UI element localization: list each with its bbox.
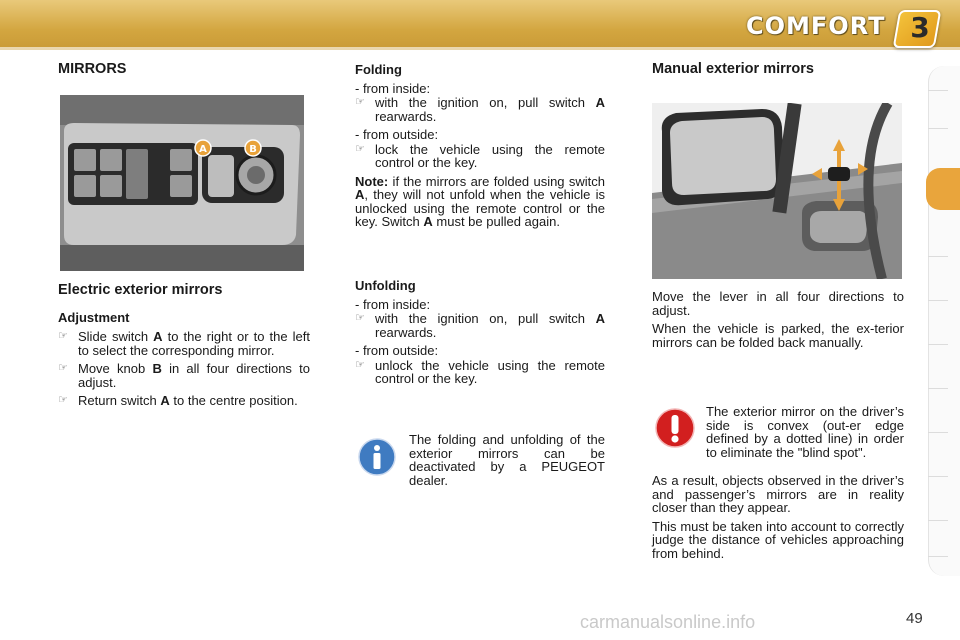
photo-label-a: A — [199, 144, 207, 155]
pointing-hand-icon: ☞ — [355, 142, 365, 155]
adjustment-step-3: ☞ Return switch A to the centre position. — [58, 393, 298, 408]
door-switch-photo — [60, 95, 304, 271]
info-icon — [358, 438, 396, 481]
pointing-hand-icon: ☞ — [355, 96, 365, 108]
warning-text-first: The exterior mirror on the driver’s side is convex (out-er edge defined by a dotted line) in order to eliminate the "blind spot". — [706, 404, 904, 460]
mirror-illustration — [652, 103, 902, 279]
manual-fold-text: When the vehicle is parked, the ex-terior mirrors can be folded back manually. — [652, 321, 904, 350]
pointing-hand-icon: ☞ — [58, 330, 68, 342]
chapter-tab-active[interactable] — [926, 168, 960, 210]
unfolding-inside-step: ☞ with the ignition on, pull switch A rearwards. — [355, 311, 605, 340]
manual-mirrors-title: Manual exterior mirrors — [652, 61, 814, 77]
folding-note: Note: if the mirrors are folded using switch A, they will not unfold when the vehicle is unlocked using the remote control or the key. Switch A must be pulled again. — [355, 173, 605, 229]
mirrors-heading-block — [58, 63, 308, 77]
door-panel-illustration — [60, 95, 304, 271]
electric-mirrors-title: Electric exterior mirrors — [58, 282, 223, 298]
manual-mirror-photo — [652, 103, 902, 279]
folding-from-outside: - from outside: — [355, 127, 439, 142]
unfolding-block — [355, 279, 605, 391]
chapter-number: 3 — [910, 11, 930, 44]
folding-block — [355, 63, 605, 234]
warning-text-closer: As a result, objects observed in the driver’s and passenger’s mirrors are in reality closer than they appear. — [652, 473, 904, 515]
tab-divider — [928, 90, 948, 91]
tab-divider — [928, 556, 948, 557]
unfolding-outside-step: ☞ unlock the vehicle using the remote control or the key. — [355, 357, 605, 386]
folding-title: Folding — [355, 62, 402, 77]
tab-divider — [928, 476, 948, 477]
tab-divider — [928, 388, 948, 389]
page-number: 49 — [906, 610, 923, 627]
warning-icon — [655, 408, 695, 453]
manual-mirrors-text — [652, 290, 904, 354]
folding-inside-step: ☞ with the ignition on, pull switch A rearwards. — [355, 95, 605, 124]
pointing-hand-icon: ☞ — [58, 394, 68, 406]
folding-outside-step: ☞ lock the vehicle using the remote control or the key. — [355, 141, 605, 170]
unfolding-from-outside: - from outside: — [355, 343, 439, 358]
chapter-tab-strip — [928, 66, 960, 576]
tab-divider — [928, 520, 948, 521]
tab-divider — [928, 432, 948, 433]
adjustment-step-1: ☞ Slide switch A to the right or to the left to select the corresponding mirror. — [58, 329, 310, 358]
tab-divider — [928, 256, 948, 257]
section-title: MIRRORS — [58, 61, 127, 77]
unfolding-title: Unfolding — [355, 278, 416, 293]
folding-from-inside: - from inside: — [355, 80, 431, 96]
tab-divider — [928, 300, 948, 301]
warning-text-judge: This must be taken into account to correctly judge the distance of vehicles approaching from behind. — [652, 518, 904, 561]
photo-label-b: B — [249, 144, 257, 155]
pointing-hand-icon: ☞ — [58, 362, 68, 374]
pointing-hand-icon: ☞ — [355, 312, 365, 324]
adjustment-title: Adjustment — [58, 309, 130, 325]
adjustment-step-2: ☞ Move knob B in all four directions to adjust. — [58, 361, 310, 390]
manual-mirrors-heading-block — [652, 63, 904, 77]
info-note: The folding and unfolding of the exterior mirrors can be deactivated by a PEUGEOT dealer. — [409, 432, 605, 488]
tab-divider — [928, 344, 948, 345]
tab-divider — [928, 128, 948, 129]
manual-adjust-text: Move the lever in all four directions to adjust. — [652, 289, 904, 318]
unfolding-from-inside: - from inside: — [355, 296, 431, 312]
pointing-hand-icon: ☞ — [355, 358, 365, 371]
chapter-title: COMFORT — [746, 12, 886, 40]
watermark: carmanualsonline.info — [580, 612, 756, 632]
electric-mirrors-block — [58, 284, 310, 413]
warning-text-block — [652, 474, 904, 565]
